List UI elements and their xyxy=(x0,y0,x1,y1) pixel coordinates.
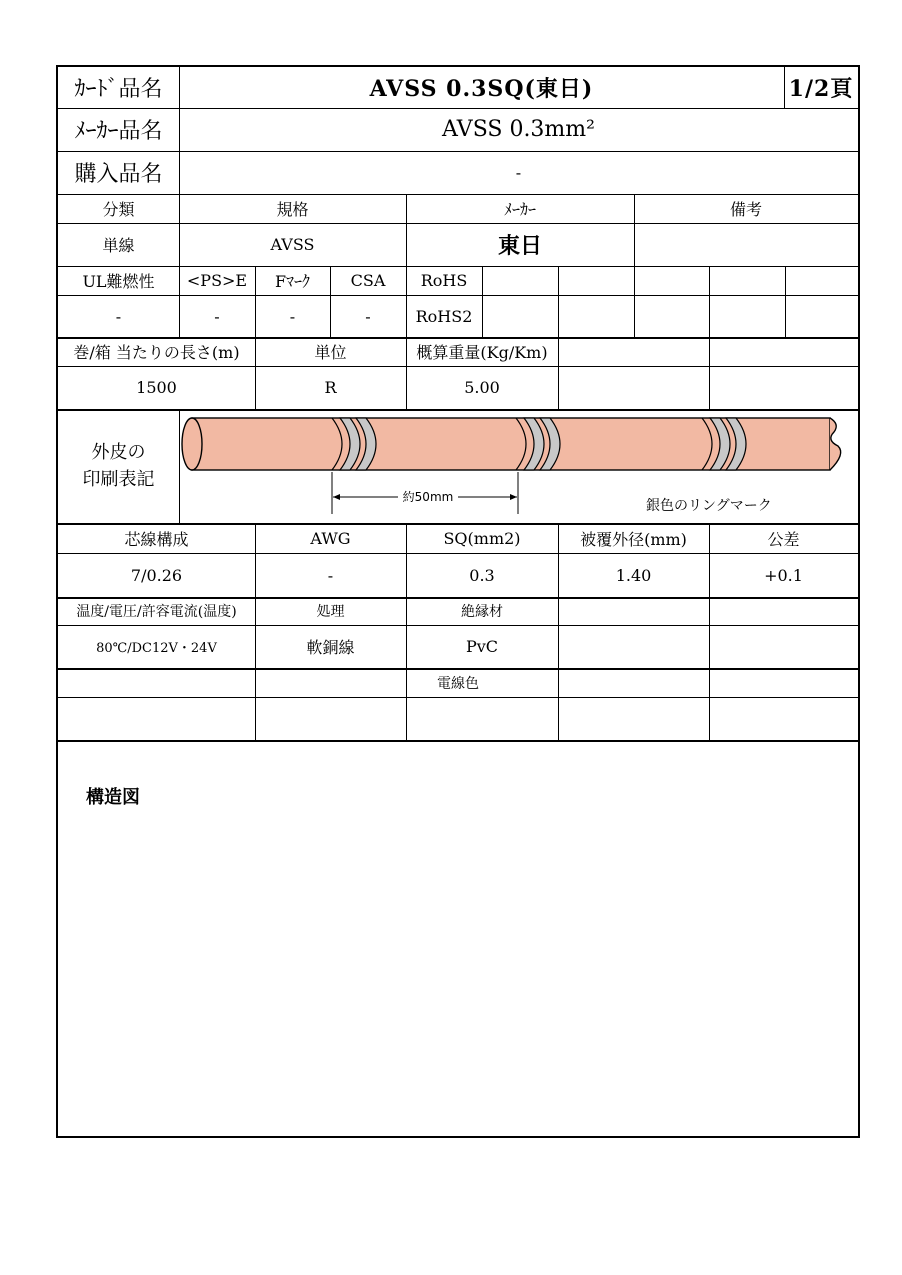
strand-header: 芯線構成 xyxy=(124,529,189,549)
unit-value: R xyxy=(324,378,337,397)
f-mark-value: - xyxy=(289,306,296,326)
print-marking-label xyxy=(58,409,179,523)
ul-header: UL難燃性 xyxy=(82,272,155,291)
maker-value: 東日 xyxy=(497,234,542,259)
dimension-label: 約50mm xyxy=(402,490,454,504)
insulation-header: 絶縁材 xyxy=(461,604,503,620)
rohs-header: RoHS xyxy=(420,271,468,290)
wire-color-header: 電線色 xyxy=(437,675,479,692)
purchase-name-value: - xyxy=(515,163,522,182)
f-mark-header: Fﾏｰｸ xyxy=(274,272,311,291)
category-value: 単線 xyxy=(102,236,135,255)
outer-diameter-value: 1.40 xyxy=(615,565,652,585)
strand-value: 7/0.26 xyxy=(130,565,183,585)
structure-diagram-label: 構造図 xyxy=(86,787,140,808)
unit-header: 単位 xyxy=(314,343,347,362)
pse-value: - xyxy=(214,306,220,326)
remarks-value xyxy=(634,223,858,266)
standard-value: AVSS xyxy=(270,235,315,254)
wire-illustration xyxy=(180,410,860,522)
wire-left-end xyxy=(182,418,202,470)
card-name-value: AVSS 0.3SQ(東日) xyxy=(369,76,594,102)
sq-header: SQ(mm2) xyxy=(443,528,521,548)
sq-value: 0.3 xyxy=(469,565,495,585)
wire-right-end xyxy=(830,418,841,470)
spec-sheet xyxy=(56,65,860,1138)
csa-value: - xyxy=(365,306,371,326)
wire-color-value xyxy=(58,697,858,740)
wire-drawing xyxy=(180,410,860,522)
pse-header: <PS>E xyxy=(186,271,248,290)
category-header: 分類 xyxy=(102,200,135,219)
maker-name-value: AVSS 0.3mm² xyxy=(442,117,595,142)
card-name-label: ｶｰﾄﾞ品名 xyxy=(74,77,163,102)
dimension-arrow-right xyxy=(510,494,517,500)
treatment-header: 処理 xyxy=(316,604,345,620)
page-number: 1/2頁 xyxy=(788,76,854,102)
outer-diameter-header: 被覆外径(mm) xyxy=(580,529,687,549)
standard-header: 規格 xyxy=(276,200,309,219)
ul-value: - xyxy=(115,306,122,326)
maker-header: ﾒｰｶｰ xyxy=(503,200,536,219)
awg-header: AWG xyxy=(310,528,351,548)
purchase-name-label: 購入品名 xyxy=(74,162,163,187)
maker-name-label: ﾒｰｶｰ品名 xyxy=(74,119,163,144)
length-header: 巻/箱 当たりの長さ(m) xyxy=(73,343,240,362)
weight-value: 5.00 xyxy=(464,378,500,397)
insulation-value: PvC xyxy=(465,637,499,656)
tolerance-value: +0.1 xyxy=(764,565,803,585)
ring-mark-note: 銀色のリングマーク xyxy=(646,498,772,514)
rating-header: 温度/電圧/許容電流(温度) xyxy=(76,604,237,620)
tolerance-header: 公差 xyxy=(767,529,800,549)
rohs-value: RoHS2 xyxy=(415,306,473,326)
remarks-header: 備考 xyxy=(729,200,762,219)
awg-value: - xyxy=(327,565,334,585)
dimension-arrow-left xyxy=(333,494,340,500)
print-marking-label-line1: 外皮の xyxy=(91,442,146,463)
length-value: 1500 xyxy=(136,378,177,397)
print-marking-label-line2: 印刷表記 xyxy=(82,469,155,490)
csa-header: CSA xyxy=(350,271,386,290)
rating-value: 80℃/DC12V・24V xyxy=(96,641,217,656)
weight-header: 概算重量(Kg/Km) xyxy=(416,343,548,362)
treatment-value: 軟銅線 xyxy=(306,638,355,657)
